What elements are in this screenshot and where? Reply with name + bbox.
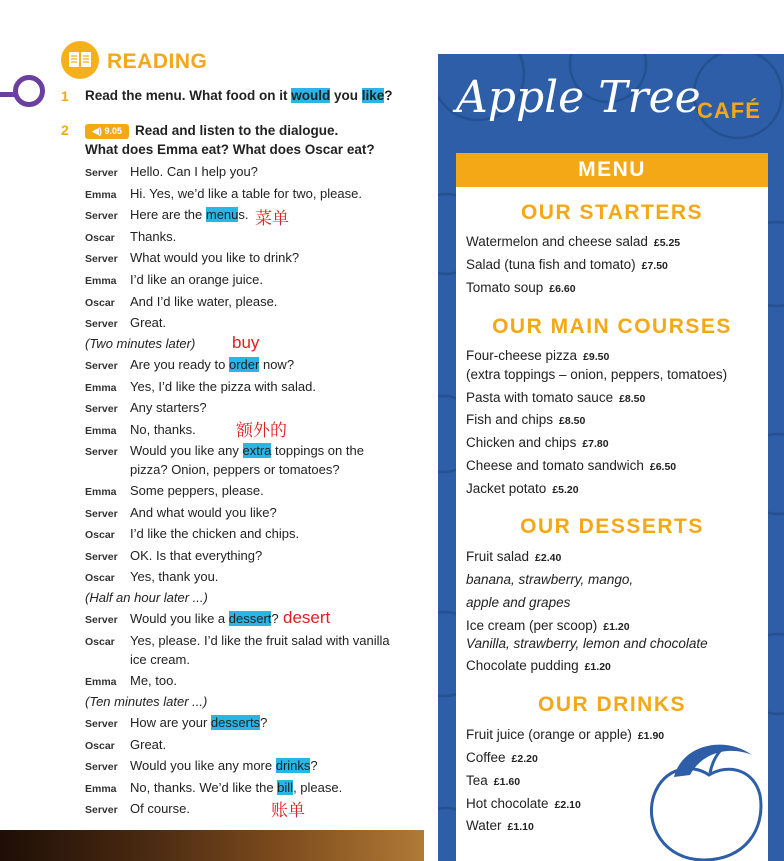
reading-section-icon — [61, 41, 99, 79]
dialogue-line: Server Hello. Can I help you? — [85, 164, 258, 179]
menu-item: Salad (tuna fish and tomato) £7.50 — [466, 257, 668, 272]
dialogue-line: Oscar I’d like the chicken and chips. — [85, 526, 300, 541]
section-mains-heading: OUR MAIN COURSES — [492, 315, 732, 338]
menu-item: Fruit juice (orange or apple) £1.90 — [466, 727, 665, 742]
dialogue-line: Oscar Thanks. — [85, 229, 177, 244]
annotation-dessert: desert — [283, 608, 331, 627]
dialogue-line: Emma I’d like an orange juice. — [85, 272, 263, 287]
book-icon — [68, 50, 92, 70]
menu-item: Ice cream (per scoop) £1.20 — [466, 618, 630, 633]
audio-track-badge[interactable]: ◀) 9.05 — [85, 124, 129, 139]
question-1-text: Read the menu. What food on it would you like? — [85, 88, 393, 103]
stage-direction: (Half an hour later ...) — [85, 590, 208, 605]
stage-direction: (Ten minutes later ...) — [85, 694, 208, 709]
dialogue-line: Server Any starters? — [85, 400, 207, 415]
dialogue-line: Server Of course. — [85, 801, 190, 816]
menu-item: Tea £1.60 — [466, 773, 521, 788]
menu-item-note: Vanilla, strawberry, lemon and chocolate — [466, 636, 708, 651]
menu-title: MENU — [456, 153, 768, 187]
annotation-bill: 账单 — [271, 801, 305, 820]
dialogue-line: Emma No, thanks. — [85, 422, 196, 437]
section-desserts-heading: OUR DESSERTS — [520, 515, 704, 538]
cafe-label: CAFÉ — [697, 98, 761, 123]
dialogue-line: Emma Yes, I’d like the pizza with salad. — [85, 379, 316, 394]
highlight-would: would — [291, 88, 331, 103]
speaker-icon: ◀) — [92, 126, 102, 136]
dialogue-line: Server And what would you like? — [85, 505, 277, 520]
menu-item-note: apple and grapes — [466, 595, 571, 610]
menu-item: Tomato soup £6.60 — [466, 280, 576, 295]
dialogue-line: Server Great. — [85, 315, 167, 330]
menu-item-note: banana, strawberry, mango, — [466, 572, 634, 587]
dialogue-line: Server What would you like to drink? — [85, 250, 300, 265]
menu-item: Water £1.10 — [466, 818, 534, 833]
dialogue-line: Emma Hi. Yes, we’d like a table for two, please. — [85, 186, 362, 201]
menu-item: Cheese and tomato sandwich £6.50 — [466, 458, 677, 473]
menu-item: Fruit salad £2.40 — [466, 549, 562, 564]
menu-item: Four-cheese pizza £9.50 — [466, 348, 610, 363]
stage-direction: (Two minutes later) — [85, 336, 196, 351]
annotation-extra: 额外的 — [236, 421, 287, 440]
menu-item: Pasta with tomato sauce £8.50 — [466, 390, 646, 405]
menu-item: Jacket potato £5.20 — [466, 481, 579, 496]
menu-item: Chocolate pudding £1.20 — [466, 658, 611, 673]
dialogue-line: Server Would you like any more drinks? — [85, 758, 318, 773]
highlight-bill: bill — [277, 780, 294, 795]
question-2-number: 2 — [61, 122, 69, 138]
dialogue-line: Emma Me, too. — [85, 673, 177, 688]
dialogue-line: Server Are you ready to order now? — [85, 357, 295, 372]
menu-item: Watermelon and cheese salad £5.25 — [466, 234, 681, 249]
dialogue-line: Server Would you like a dessert? — [85, 611, 279, 626]
highlight-menu: menu — [205, 207, 239, 222]
binder-ring-marker — [13, 75, 45, 107]
highlight-extra: extra — [242, 443, 272, 458]
dialogue-line: Emma No, thanks. We’d like the bill, please. — [85, 780, 343, 795]
menu-item: Fish and chips £8.50 — [466, 412, 586, 427]
restaurant-photo — [0, 830, 424, 861]
cafe-brand-name: Apple Tree — [456, 72, 701, 123]
question-1-number: 1 — [61, 88, 69, 104]
dialogue-line: Server OK. Is that everything? — [85, 548, 263, 563]
annotation-order: buy — [232, 333, 260, 352]
dialogue-line: Oscar And I’d like water, please. — [85, 294, 278, 309]
dialogue-line: Emma Some peppers, please. — [85, 483, 264, 498]
dialogue-continuation: pizza? Onion, peppers or tomatoes? — [130, 462, 340, 477]
menu-item: Coffee £2.20 — [466, 750, 538, 765]
annotation-menu: 菜单 — [255, 209, 289, 228]
dialogue-line: Server Would you like any extra toppings on the — [85, 443, 364, 458]
dialogue-line: Oscar Great. — [85, 737, 167, 752]
apple-illustration-icon — [634, 735, 768, 861]
dialogue-line: Oscar Yes, please. I’d like the fruit salad with vanilla — [85, 633, 390, 648]
question-2-line2: What does Emma eat? What does Oscar eat? — [85, 142, 375, 157]
highlight-like: like — [361, 88, 385, 103]
highlight-desserts: desserts — [210, 715, 261, 730]
section-starters-heading: OUR STARTERS — [520, 201, 704, 224]
menu-item: Hot chocolate £2.10 — [466, 796, 581, 811]
question-2-line1: ◀) 9.05 Read and listen to the dialogue. — [85, 123, 338, 139]
dialogue-line: Oscar Yes, thank you. — [85, 569, 219, 584]
section-drinks-heading: OUR DRINKS — [537, 693, 686, 716]
highlight-dessert: dessert — [228, 611, 272, 626]
highlight-order: order — [229, 357, 260, 372]
dialogue-continuation: ice cream. — [130, 652, 190, 667]
section-title: READING — [107, 50, 208, 73]
menu-item: Chicken and chips £7.80 — [466, 435, 609, 450]
dialogue-line: Server Here are the menus. — [85, 207, 249, 222]
menu-item-note: (extra toppings – onion, peppers, tomatoes) — [466, 367, 728, 382]
highlight-drinks: drinks — [275, 758, 311, 773]
menu-card — [456, 153, 768, 861]
dialogue-line: Server How are your desserts? — [85, 715, 268, 730]
